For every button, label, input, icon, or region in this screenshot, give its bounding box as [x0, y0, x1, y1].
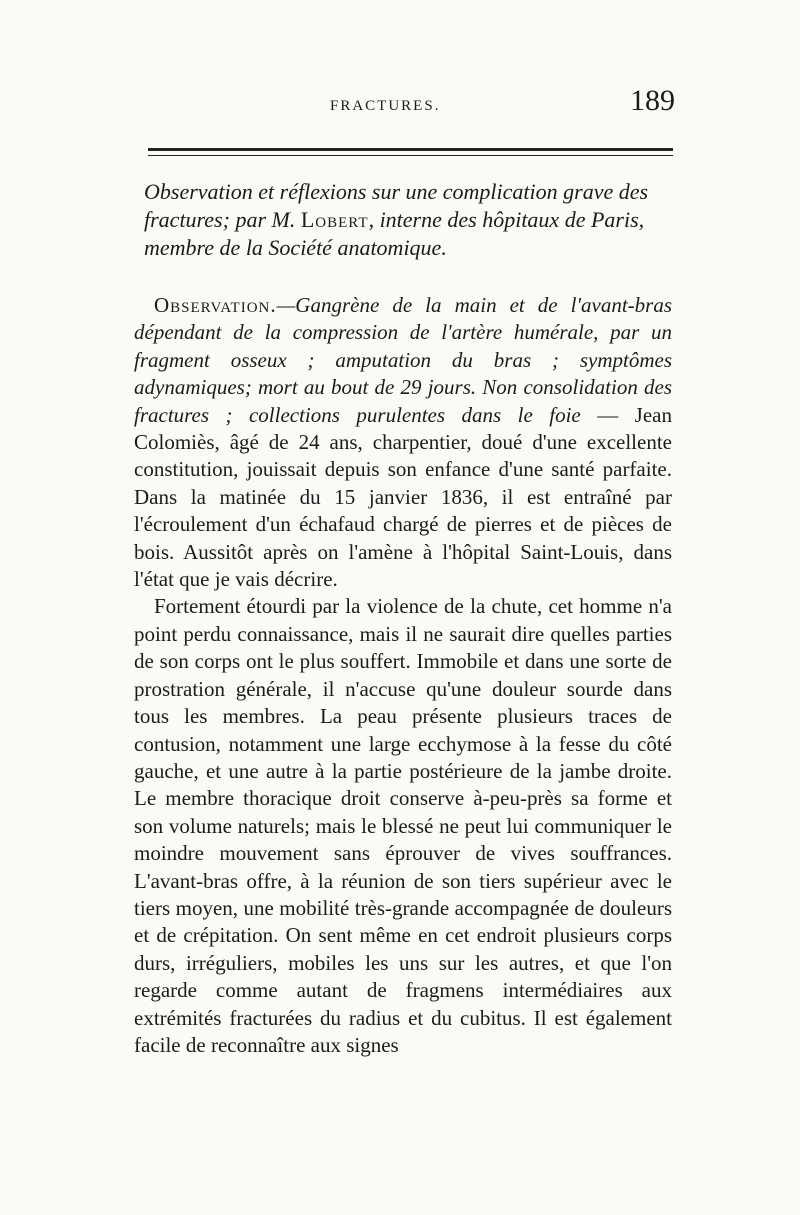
- observation-summary: —Gangrène de la main et de l'avant-bras dépendant de la compression de l'artère humérale, par un fragment osseux ; amputation du bras ; symptômes adynamiques; mort au bout de 29 jours. Non consolidation des fractures ; collections purulentes dans le foie: [134, 293, 672, 427]
- title-text-end: , interne des hôpitaux de Paris, membre de la Société anatomique.: [144, 207, 645, 260]
- header-rule-thin: [148, 155, 673, 156]
- page-number: 189: [630, 84, 675, 117]
- author-name: Lobert: [300, 207, 369, 232]
- title-text-start: Observation et réflexions sur une complication grave des fractures; par M.: [144, 179, 649, 232]
- observation-label: Observation.: [154, 293, 277, 317]
- page-header: [0, 78, 800, 118]
- paragraph-observation: [134, 292, 672, 593]
- article-title: [144, 178, 684, 262]
- paragraph-2: Fortement étourdi par la violence de la chute, cet homme n'a point perdu connaissance, mais il ne saurait dire quelles parties de son corps ont le plus souffert. Immobile et dans une sorte de prostration générale, il n'accuse qu'une douleur sourde dans tous les membres. La peau présente plusieurs traces de contusion, notamment une large ecchymose à la fesse du côté gauche, et une autre à la partie postérieure de la jambe droite. Le membre thoracique droit conserve à-peu-près sa forme et son volume naturels; mais le blessé ne peut lui communiquer le moindre mouvement sans éprouver de vives souffrances. L'avant-bras offre, à la réunion de son tiers supérieur avec le tiers moyen, une mobilité très-grande accompagnée de douleurs et de crépitation. On sent même en cet endroit plusieurs corps durs, irréguliers, mobiles les uns sur les autres, et que l'on regarde comme autant de fragmens intermédiaires aux extrémités fracturées du radius et du cubitus. Il est également facile de reconnaître aux signes: [134, 594, 672, 1057]
- running-title: FRACTURES.: [330, 98, 441, 114]
- paragraph-1-text: — Jean Colomiès, âgé de 24 ans, charpentier, doué d'une excellente constitution, jouissait depuis son enfance d'une santé parfaite. Dans la matinée du 15 janvier 1836, il est entraîné par l'écroulement d'un échafaud chargé de pierres et de pièces de bois. Aussitôt après on l'amène à l'hôpital Saint-Louis, dans l'état que je vais décrire.: [134, 402, 672, 592]
- header-rule-thick: [148, 148, 673, 151]
- article-body: [134, 292, 672, 1059]
